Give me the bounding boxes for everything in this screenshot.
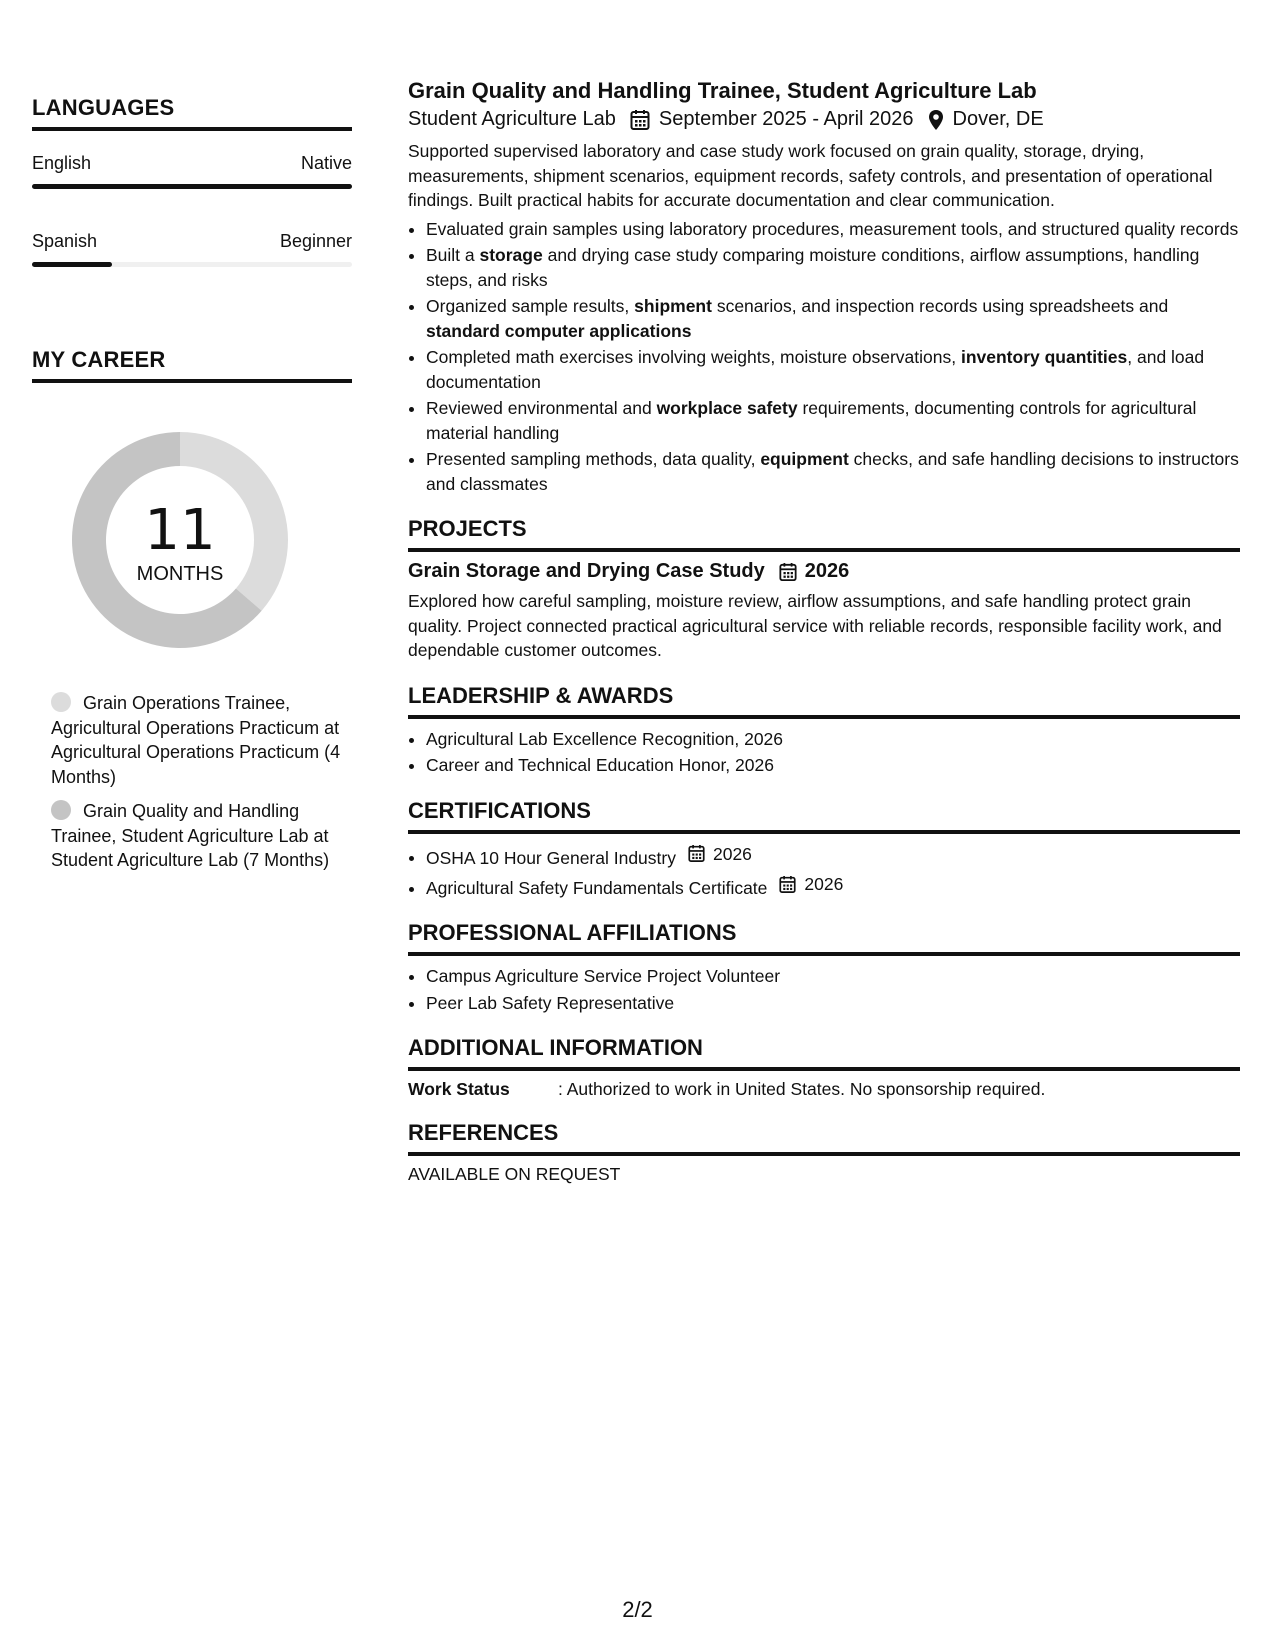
job-bullet [426,294,1240,343]
bullet-keyword: inventory quantities [960,347,1128,367]
language-name: English [32,153,92,173]
job-title: Grain Quality and Handling Trainee, Student Agriculture Lab [408,78,1037,103]
affiliation-item: • Campus Agriculture Service Project Volunteer [426,964,1240,989]
project-description: Explored how careful sampling, moisture review, airflow assumptions, and safe handling protect grain quality. Project connected practical agricultural service with reliable records, responsible facility work, and dependable customer outcomes. [408,591,1222,660]
language-level-fill [32,262,112,267]
language-name: Spanish [32,231,98,251]
work-status-row [408,1079,1240,1100]
language-item [32,153,352,189]
certification-name: OSHA 10 Hour General Industry [426,847,676,868]
certifications-list [408,842,1240,901]
certification-year: 2026 [804,873,844,894]
bullet-text: Evaluated grain samples using laboratory procedures, measurement tools, and structured quality records [426,218,1239,239]
job-meta [408,108,1240,131]
job-location: Dover, DE [952,108,1044,130]
project-year: 2026 [804,560,850,582]
job-bullet [426,447,1240,496]
work-status-value: : Authorized to work in United States. No sponsorship required. [558,1079,1046,1099]
languages-list [32,153,352,267]
calendar-icon [630,109,650,131]
project-heading [408,560,1240,583]
career-legend-label: Grain Quality and Handling Trainee, Student Agriculture Lab at Student Agriculture Lab (7 Months) [51,801,330,870]
calendar-icon [779,562,797,582]
bullet-text: checks, and safe handling decisions to instructors and classmates [426,449,1239,494]
leadership-item: • Agricultural Lab Excellence Recognition, 2026 [426,727,1240,752]
job-dates: September 2025 - April 2026 [658,108,914,130]
bullet-text: Completed math exercises involving weights, moisture observations, [426,347,961,367]
job-bullet [426,243,1240,292]
job-company: Student Agriculture Lab [408,108,616,130]
calendar-icon [779,875,800,894]
bullet-text: , and load documentation [426,347,1205,392]
bullet-keyword: standard computer applications [426,320,692,341]
references-text: AVAILABLE ON REQUEST [408,1164,621,1184]
additional-title: ADDITIONAL INFORMATION [408,1035,1240,1071]
bullet-keyword: equipment [760,449,849,469]
legend-dot-icon [51,800,71,820]
projects-title: PROJECTS [408,516,1240,552]
languages-title: LANGUAGES [32,95,352,131]
career-legend-label: Grain Operations Trainee, Agricultural Operations Practicum at Agricultural Operations Practicum (4 Months) [51,693,341,787]
language-level: Native [300,153,352,173]
left-column [32,95,352,883]
bullet-text: and drying case study comparing moisture conditions, airflow assumptions, handling steps, and risks [426,245,1200,290]
certification-name: Agricultural Safety Fundamentals Certificate [426,877,768,898]
affiliations-list [408,964,1240,1015]
job-bullets [408,217,1240,497]
career-donut-chart [65,425,295,655]
language-row [32,153,352,174]
leadership-title: LEADERSHIP & AWARDS [408,683,1240,719]
bullet-keyword: shipment [634,296,712,316]
leadership-list [408,727,1240,778]
language-level-bar [32,262,352,267]
job-bullet [426,345,1240,394]
bullet-text: Built a [426,245,480,265]
language-level-bar [32,184,352,189]
bullet-text: Presented sampling methods, data quality, [426,449,761,469]
language-item [32,231,352,267]
work-status-label: Work Status [408,1079,510,1099]
leadership-item: • Career and Technical Education Honor, 2026 [426,753,1240,778]
bullet-text: requirements, documenting controls for agricultural material handling [426,398,1197,443]
affiliations-title: PROFESSIONAL AFFILIATIONS [408,920,1240,956]
certification-year: 2026 [712,843,752,864]
right-column [408,78,1240,1185]
certification-item [426,842,1240,870]
job-bullet [426,217,1240,242]
career-title: MY CAREER [32,347,352,383]
page-number: 2/2 [622,1597,653,1622]
project-name: Grain Storage and Drying Case Study [408,560,765,582]
location-pin-icon [928,109,944,131]
calendar-icon [688,844,709,863]
certification-date [779,872,843,897]
language-row [32,231,352,252]
career-legend [32,691,352,873]
bullet-text: Reviewed environmental and [426,398,657,418]
language-level: Beginner [279,231,352,251]
references-title: REFERENCES [408,1120,1240,1156]
legend-dot-icon [51,692,71,712]
bullet-keyword: workplace safety [656,398,798,418]
affiliation-item: • Peer Lab Safety Representative [426,991,1240,1016]
language-level-fill [32,184,352,189]
career-total-value: 11 [144,498,216,563]
certifications-title: CERTIFICATIONS [408,798,1240,834]
donut-center [65,425,295,655]
certification-item [426,872,1240,900]
job-summary: Supported supervised laboratory and case study work focused on grain quality, storage, drying, measurements, shipment scenarios, equipment records, safety controls, and presentation of operational findings. Built practical habits for accurate documentation and clear communication. [408,141,1213,210]
bullet-keyword: storage [479,245,543,265]
career-legend-item [51,799,341,873]
certification-date [688,842,752,867]
job-bullet [426,396,1240,445]
career-legend-item [51,691,341,789]
bullet-text: scenarios, and inspection records using spreadsheets and [711,296,1169,316]
career-total-unit: MONTHS [136,563,224,585]
bullet-text: Organized sample results, [426,296,635,316]
